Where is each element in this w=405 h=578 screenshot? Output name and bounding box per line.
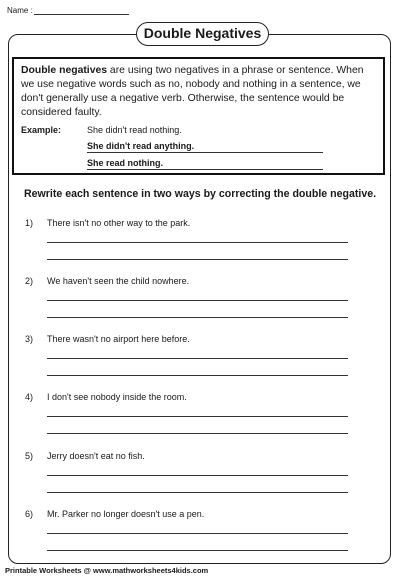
definition-text [21,64,379,120]
answer-line[interactable] [47,492,348,493]
footer-url[interactable]: www.mathworksheets4kids.com [90,566,209,575]
example-answer-1: She didn't read anything. [87,141,323,153]
answer-line[interactable] [47,416,348,417]
footer [5,566,208,575]
question-text: There isn't no other way to the park. [47,218,191,228]
question-number: 5) [25,451,34,461]
instructions: Rewrite each sentence in two ways by correcting the double negative. [24,188,377,200]
question-number: 3) [25,334,34,344]
answer-line[interactable] [47,358,348,359]
question-text: Mr. Parker no longer doesn't use a pen. [47,509,205,519]
answer-line[interactable] [47,533,348,534]
question-text: We haven't seen the child nowhere. [47,276,190,286]
question-number: 6) [25,509,34,519]
question-number: 4) [25,392,34,402]
definition-term: Double negatives [21,65,108,76]
footer-brand: Printable Worksheets @ [5,566,91,575]
definition-box [12,57,385,175]
example-sentence: She didn't read nothing. [87,125,182,135]
answer-line[interactable] [47,475,348,476]
answer-line[interactable] [47,433,348,434]
answer-line[interactable] [47,259,348,260]
question-text: There wasn't no airport here before. [47,334,190,344]
name-label: Name : [7,6,33,15]
answer-line[interactable] [47,550,348,551]
example-label: Example: [21,125,62,135]
name-field-line[interactable] [34,14,129,15]
answer-line[interactable] [47,300,348,301]
question-number: 2) [25,276,34,286]
answer-line[interactable] [47,317,348,318]
page-title: Double Negatives [136,22,269,46]
question-number: 1) [25,218,34,228]
question-text: I don't see nobody inside the room. [47,392,187,402]
example-answer-2: She read nothing. [87,158,323,170]
answer-line[interactable] [47,242,348,243]
answer-line[interactable] [47,375,348,376]
definition-body: are using two negatives in a phrase or sentence. When we use negative words such as no, nobody and nothing in a sentence, we don't generally use a negative verb. Otherwise, the sentence would be considered faulty. [21,65,364,118]
question-text: Jerry doesn't eat no fish. [47,451,145,461]
